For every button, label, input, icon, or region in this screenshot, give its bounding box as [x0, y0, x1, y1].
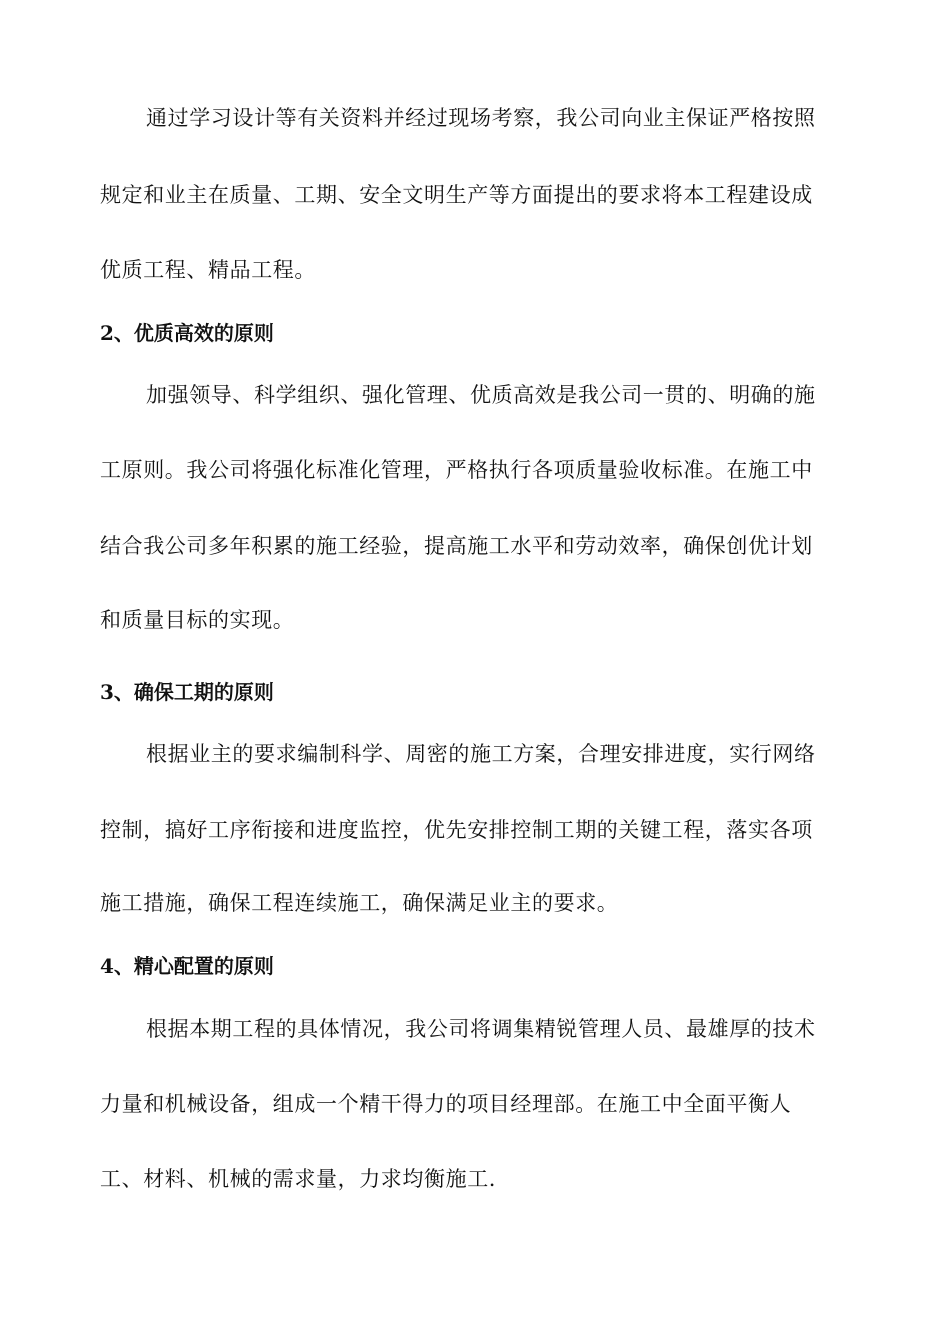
section2-line-2: 工原则。我公司将强化标准化管理，严格执行各项质量验收标准。在施工中 — [100, 458, 813, 482]
paragraph1-line-1: 通过学习设计等有关资料并经过现场考察，我公司向业主保证严格按照 — [146, 106, 816, 130]
section4-line-1: 根据本期工程的具体情况，我公司将调集精锐管理人员、最雄厚的技术 — [146, 1017, 816, 1041]
section3-line-1: 根据业主的要求编制科学、周密的施工方案，合理安排进度，实行网络 — [146, 742, 816, 766]
section3-line-3: 施工措施，确保工程连续施工，确保满足业主的要求。 — [100, 891, 619, 915]
paragraph1-line-3: 优质工程、精品工程。 — [100, 258, 316, 282]
section3-line-2: 控制，搞好工序衔接和进度监控，优先安排控制工期的关键工程，落实各项 — [100, 818, 813, 842]
section2-heading: 2、优质高效的原则 — [100, 321, 274, 345]
section2-line-3: 结合我公司多年积累的施工经验，提高施工水平和劳动效率，确保创优计划 — [100, 534, 813, 558]
paragraph1-line-2: 规定和业主在质量、工期、安全文明生产等方面提出的要求将本工程建设成 — [100, 183, 813, 207]
section4-line-3: 工、材料、机械的需求量，力求均衡施工. — [100, 1167, 497, 1191]
section2-line-1: 加强领导、科学组织、强化管理、优质高效是我公司一贯的、明确的施 — [146, 383, 816, 407]
section4-heading: 4、精心配置的原则 — [100, 954, 274, 978]
section4-line-2: 力量和机械设备，组成一个精干得力的项目经理部。在施工中全面平衡人 — [100, 1092, 792, 1116]
section2-line-4: 和质量目标的实现。 — [100, 608, 295, 632]
section3-heading: 3、确保工期的原则 — [100, 680, 274, 704]
